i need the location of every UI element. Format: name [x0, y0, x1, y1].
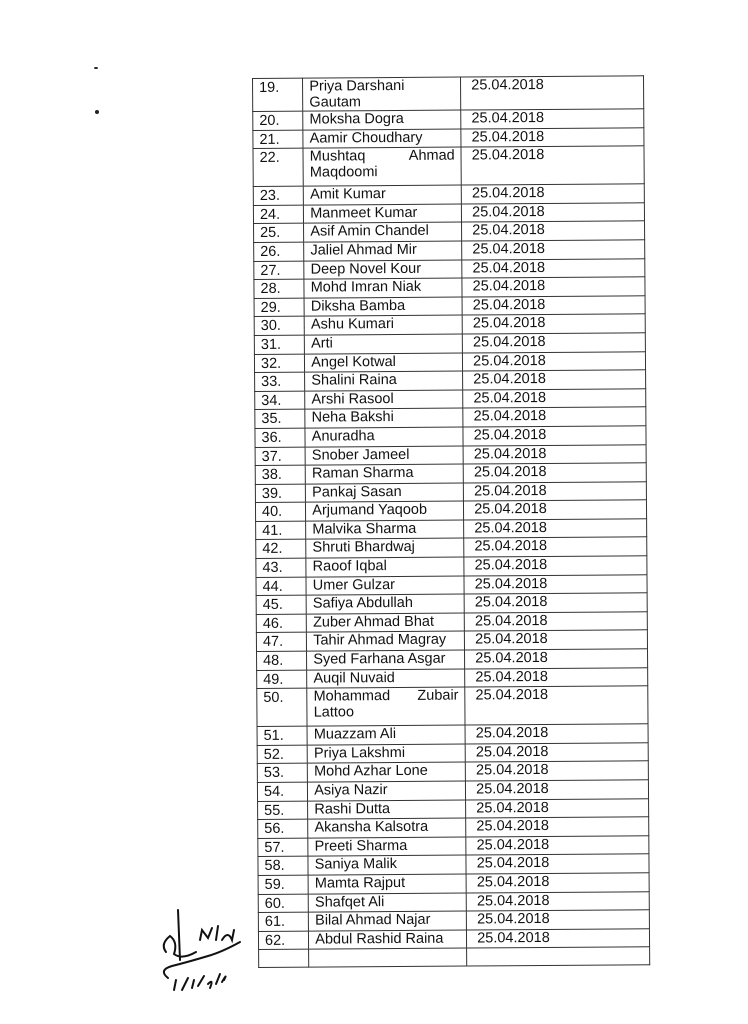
date-cell: 25.04.2018	[462, 240, 645, 260]
empty-cell	[309, 948, 467, 967]
serial-number: 54.	[257, 782, 307, 801]
serial-number: 55.	[258, 801, 308, 820]
date-cell: 25.04.2018	[462, 203, 645, 223]
empty-cell	[467, 947, 650, 966]
candidate-name: Ashu Kumari	[304, 315, 462, 335]
candidate-name: Raoof Iqbal	[306, 557, 464, 577]
serial-number: 58.	[258, 857, 308, 876]
date-cell: 25.04.2018	[466, 817, 649, 837]
handwritten-signature	[148, 900, 258, 1000]
date-cell: 25.04.2018	[466, 780, 649, 800]
date-cell: 25.04.2018	[463, 426, 646, 446]
serial-number: 48.	[257, 651, 307, 670]
serial-number: 47.	[256, 633, 306, 652]
date-cell: 25.04.2018	[461, 146, 644, 185]
date-cell: 25.04.2018	[463, 463, 646, 483]
serial-number: 24.	[253, 205, 303, 224]
candidate-name-line1: Mushtaq Ahmad	[309, 147, 455, 165]
date-cell: 25.04.2018	[462, 258, 645, 278]
candidate-name: Neha Bakshi	[305, 408, 463, 428]
candidate-name: Umer Gulzar	[306, 576, 464, 596]
candidate-name: Angel Kotwal	[305, 353, 463, 373]
candidate-name: Shalini Raina	[305, 371, 463, 391]
candidate-name: Priya Lakshmi	[307, 744, 465, 764]
candidate-name: Priya Darshani Gautam	[303, 77, 461, 111]
date-cell: 25.04.2018	[464, 519, 647, 539]
serial-number: 37.	[255, 447, 305, 466]
candidate-name: Asiya Nazir	[308, 781, 466, 801]
serial-number: 28.	[254, 279, 304, 298]
serial-number: 33.	[255, 372, 305, 391]
table-row	[253, 146, 644, 187]
serial-number: 30.	[254, 316, 304, 335]
candidate-name	[303, 147, 461, 186]
candidate-name: Shruti Bhardwaj	[306, 539, 464, 559]
serial-number: 34.	[255, 391, 305, 410]
candidate-name: Auqil Nuvaid	[307, 669, 465, 689]
date-cell: 25.04.2018	[465, 724, 648, 744]
candidate-name: Raman Sharma	[305, 464, 463, 484]
serial-number: 19.	[253, 78, 303, 111]
candidate-name: Preeti Sharma	[308, 837, 466, 857]
serial-number: 57.	[258, 838, 308, 857]
candidate-name: Abdul Rashid Raina	[309, 930, 467, 950]
scan-speck	[94, 67, 98, 69]
candidate-name	[307, 687, 465, 726]
serial-number: 35.	[255, 409, 305, 428]
serial-number: 41.	[256, 521, 306, 540]
serial-number: 56.	[258, 819, 308, 838]
candidate-name: Asif Amin Chandel	[304, 222, 462, 242]
date-cell: 25.04.2018	[465, 667, 648, 687]
serial-number: 20.	[253, 111, 303, 130]
date-cell: 25.04.2018	[462, 221, 645, 241]
candidate-name: Mohd Imran Niak	[304, 278, 462, 298]
serial-number: 62.	[258, 931, 308, 950]
candidate-name: Safiya Abdullah	[306, 594, 464, 614]
candidate-name: Mamta Rajput	[308, 874, 466, 894]
serial-number: 32.	[254, 354, 304, 373]
serial-number: 38.	[255, 465, 305, 484]
date-cell: 25.04.2018	[464, 500, 647, 520]
table-row	[257, 686, 648, 727]
candidate-name: Jaliel Ahmad Mir	[304, 241, 462, 261]
candidate-name: Shafqet Ali	[308, 893, 466, 913]
candidate-name: Mohd Azhar Lone	[308, 762, 466, 782]
date-cell: 25.04.2018	[467, 928, 650, 948]
date-cell: 25.04.2018	[464, 481, 647, 501]
serial-number: 51.	[257, 726, 307, 745]
serial-number: 27.	[254, 261, 304, 280]
date-cell: 25.04.2018	[465, 686, 648, 725]
date-cell: 25.04.2018	[462, 277, 645, 297]
date-cell: 25.04.2018	[465, 649, 648, 669]
candidate-name: Arshi Rasool	[305, 390, 463, 410]
date-cell: 25.04.2018	[466, 798, 649, 818]
candidate-name: Malvika Sharma	[306, 520, 464, 540]
candidate-name: Tahir Ahmad Magray	[307, 631, 465, 651]
empty-cell	[259, 949, 309, 967]
date-cell: 25.04.2018	[461, 127, 644, 147]
serial-number: 59.	[258, 875, 308, 894]
serial-number: 31.	[254, 335, 304, 354]
date-cell: 25.04.2018	[464, 593, 647, 613]
roll-table-body	[253, 76, 650, 968]
candidate-name: Bilal Ahmad Najar	[309, 911, 467, 931]
candidate-name: Snober Jameel	[305, 446, 463, 466]
serial-number: 43.	[256, 558, 306, 577]
candidate-name: Muazzam Ali	[307, 725, 465, 745]
date-cell: 25.04.2018	[464, 574, 647, 594]
date-cell: 25.04.2018	[462, 333, 645, 353]
candidate-name: Rashi Dutta	[308, 800, 466, 820]
serial-number: 52.	[257, 745, 307, 764]
scan-speck	[95, 110, 99, 114]
date-cell: 25.04.2018	[464, 537, 647, 557]
date-cell: 25.04.2018	[461, 184, 644, 204]
candidate-name-line2: Maqdoomi	[309, 164, 378, 181]
date-cell: 25.04.2018	[465, 630, 648, 650]
date-cell: 25.04.2018	[466, 891, 649, 911]
candidate-name: Deep Novel Kour	[304, 260, 462, 280]
candidate-name: Aamir Choudhary	[303, 129, 461, 149]
serial-number: 42.	[256, 540, 306, 559]
candidate-name: Akansha Kalsotra	[308, 818, 466, 838]
date-cell: 25.04.2018	[461, 76, 644, 110]
serial-number: 29.	[254, 298, 304, 317]
serial-number: 40.	[255, 502, 305, 521]
serial-number: 26.	[254, 242, 304, 261]
candidate-name: Arjumand Yaqoob	[306, 501, 464, 521]
candidate-name: Zuber Ahmad Bhat	[306, 613, 464, 633]
candidate-name: Saniya Malik	[308, 855, 466, 875]
empty-row	[259, 947, 650, 968]
candidate-name: Diksha Bamba	[304, 297, 462, 317]
date-cell: 25.04.2018	[463, 351, 646, 371]
date-cell: 25.04.2018	[462, 296, 645, 316]
date-cell: 25.04.2018	[466, 910, 649, 930]
candidate-name: Moksha Dogra	[303, 110, 461, 130]
candidate-name-line2: Lattoo	[313, 704, 355, 721]
serial-number: 44.	[256, 577, 306, 596]
serial-number: 21.	[253, 130, 303, 149]
serial-number: 53.	[257, 764, 307, 783]
serial-number: 23.	[253, 186, 303, 205]
serial-number: 49.	[257, 670, 307, 689]
serial-number: 61.	[258, 912, 308, 931]
candidate-name-line1: Mohammad Zubair	[313, 687, 459, 705]
date-cell: 25.04.2018	[463, 444, 646, 464]
candidate-name: Manmeet Kumar	[304, 204, 462, 224]
serial-number: 45.	[256, 595, 306, 614]
date-cell: 25.04.2018	[465, 761, 648, 781]
date-cell: 25.04.2018	[464, 612, 647, 632]
serial-number: 60.	[258, 894, 308, 913]
date-cell: 25.04.2018	[466, 854, 649, 874]
serial-number: 25.	[254, 224, 304, 243]
date-cell: 25.04.2018	[463, 370, 646, 390]
serial-number: 22.	[253, 148, 303, 186]
candidate-name: Syed Farhana Asgar	[307, 650, 465, 670]
candidate-name: Pankaj Sasan	[306, 483, 464, 503]
date-cell: 25.04.2018	[461, 109, 644, 129]
serial-number: 50.	[257, 688, 307, 726]
date-cell: 25.04.2018	[465, 743, 648, 763]
candidate-name: Amit Kumar	[303, 185, 461, 205]
date-cell: 25.04.2018	[466, 873, 649, 893]
date-cell: 25.04.2018	[462, 314, 645, 334]
serial-number: 39.	[255, 484, 305, 503]
candidate-name: Arti	[305, 334, 463, 354]
date-cell: 25.04.2018	[463, 407, 646, 427]
roll-table	[252, 75, 650, 968]
date-cell: 25.04.2018	[464, 556, 647, 576]
table-row	[253, 76, 644, 112]
serial-number: 36.	[255, 428, 305, 447]
serial-number: 46.	[256, 614, 306, 633]
candidate-name: Anuradha	[305, 427, 463, 447]
date-cell: 25.04.2018	[463, 388, 646, 408]
date-cell: 25.04.2018	[466, 836, 649, 856]
